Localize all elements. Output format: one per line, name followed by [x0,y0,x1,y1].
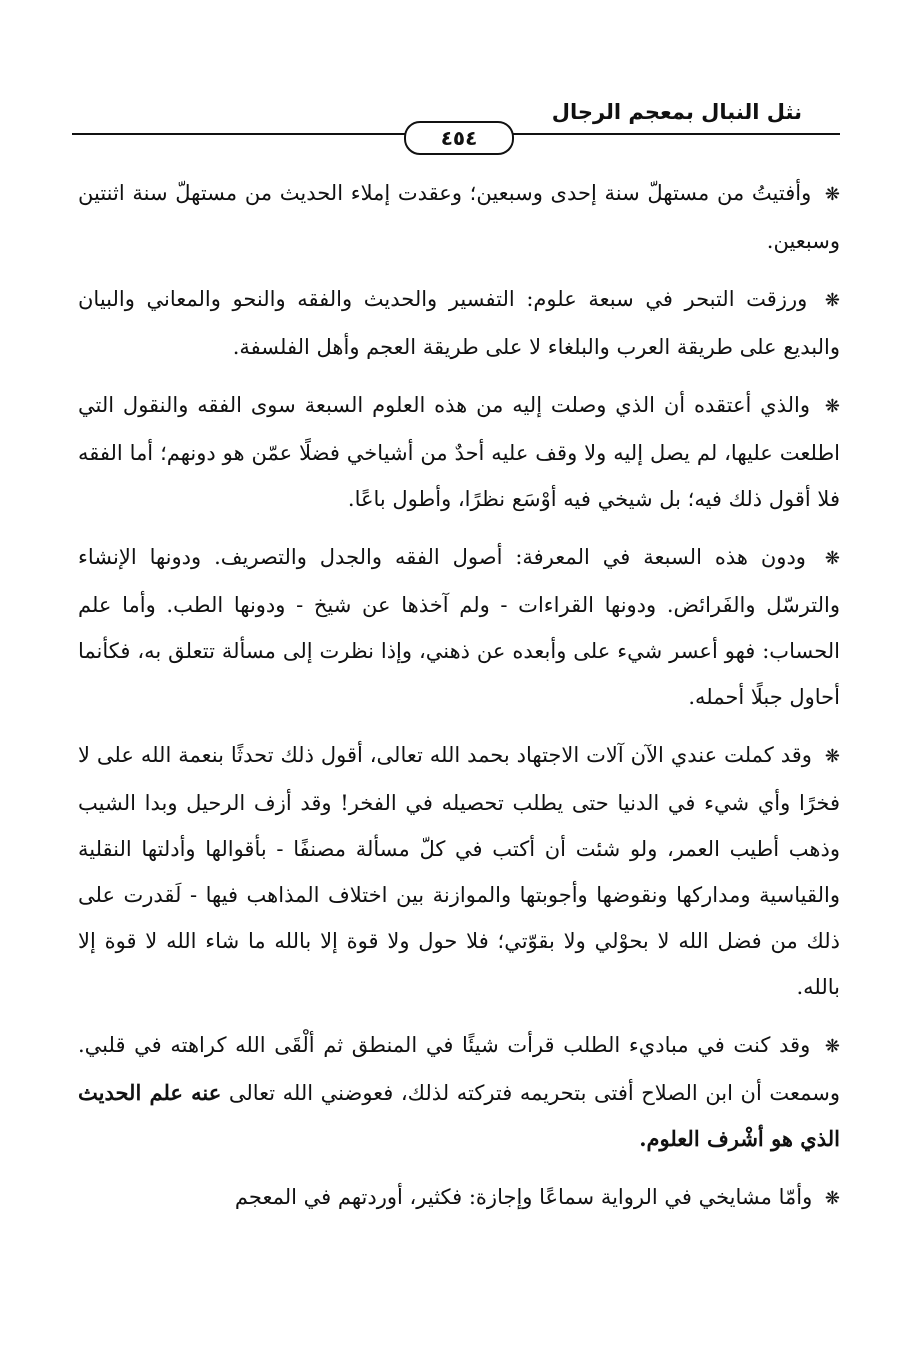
paragraph-text: وقد كنت في مباديء الطلب قرأت شيئًا في المنطق ثم ألْقَى الله كراهته في قلبي. وسمعت أن ابن الصلاح أفتى بتحريمه فتركته لذلك، فعوضني الله تعالى [78,1033,840,1105]
paragraph [78,276,840,370]
paragraph [78,732,840,1010]
bullet-asterisk-icon: ❋ [824,184,840,205]
body-text [78,170,840,1234]
paragraph-text: وأمّا مشايخي في الرواية سماعًا وإجازة: فكثير، أوردتهم في المعجم [234,1185,813,1209]
paragraph [78,382,840,522]
bullet-asterisk-icon: ❋ [824,290,840,311]
bullet-asterisk-icon: ❋ [824,548,840,569]
paragraph-text: وقد كملت عندي الآن آلات الاجتهاد بحمد الله تعالى، أقول ذلك تحدثًا بنعمة الله على لا فخرًا وأي شيء في الدنيا حتى يطلب تحصيله في الفخر! وقد أزف الرحيل وبدا الشيب وذهب أطيب العمر، ولو شئت أن أكتب في كلّ مسألة مصنفًا - بأقوالها وأدلتها النقلية والقياسية ومداركها ونقوضها وأجوبتها والموازنة بين اختلاف المذاهب فيها - لَقدرت على ذلك من فضل الله لا بحوْلي ولا بقوّتي؛ فلا حول ولا قوة إلا بالله ما شاء الله لا قوة إلا بالله. [78,743,840,999]
paragraph [78,1174,840,1222]
bullet-asterisk-icon: ❋ [824,746,840,767]
bullet-asterisk-icon: ❋ [824,396,840,417]
paragraph [78,534,840,720]
paragraph-bold-text: عنه علم الحديث الذي هو أشْرف العلوم. [78,1080,840,1151]
paragraph-text: والذي أعتقده أن الذي وصلت إليه من هذه العلوم السبعة سوى الفقه والنقول التي اطلعت عليها، لم يصل إليه ولا وقف عليه أحدٌ من أشياخي فضلًا عمّن هو دونهم؛ أما الفقه فلا أقول ذلك فيه؛ بل شيخي فيه أوْسَع نظرًا، وأطول باعًا. [78,393,840,511]
page-number: ٤٥٤ [404,121,514,155]
paragraph-text: وأفتيتُ من مستهلّ سنة إحدى وسبعين؛ وعقدت إملاء الحديث من مستهلّ سنة اثنتين وسبعين. [78,181,840,253]
bullet-asterisk-icon: ❋ [824,1036,841,1057]
paragraph-text: ورزقت التبحر في سبعة علوم: التفسير والحديث والفقه والنحو والمعاني والبيان والبديع على طريقة العرب والبلغاء لا على طريقة العجم وأهل الفلسفة. [78,287,840,359]
paragraph-text: ودون هذه السبعة في المعرفة: أصول الفقه والجدل والتصريف. ودونها الإنشاء والترسّل والفَرائض. ودونها القراءات - ولم آخذها عن شيخ - ودونها الطب. وأما علم الحساب: فهو أعسر شيء على وأبعده عن ذهني، وإذا نظرت إلى مسألة تتعلق به، فكأنما أحاول جبلًا أحمله. [78,545,840,709]
paragraph [78,170,840,264]
bullet-asterisk-icon: ❋ [824,1188,840,1209]
running-title: نثل النبال بمعجم الرجال [551,100,802,124]
paragraph [78,1022,840,1162]
